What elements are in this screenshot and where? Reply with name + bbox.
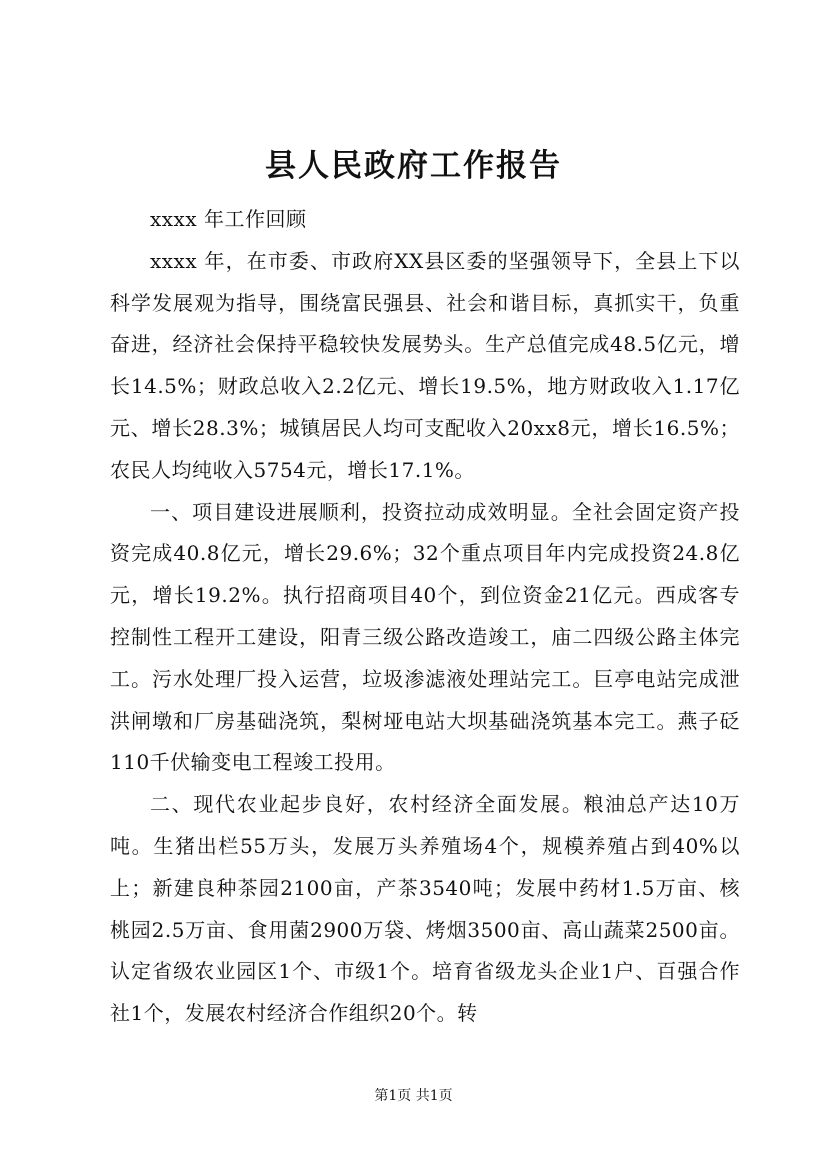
document-title: 县人民政府工作报告 — [265, 148, 562, 184]
document-body — [110, 199, 740, 1035]
paragraph-summary: xxxx 年，在市委、市政府XX县区委的坚强领导下，全县上下以科学发展观为指导，围绕富民强县、社会和谐目标，真抓实干，负重奋进，经济社会保持平稳较快发展势头。生产总值完成48.5亿元，增长14.5%；财政总收入2.2亿元、增长19.5%，地方财政收入1.17亿元、增长28.3%；城镇居民人均可支配收入20xx8元，增长16.5%；农民人均纯收入5754元，增长17.1%。 — [110, 248, 740, 482]
page-number-footer: 第1页 共1页 — [374, 1088, 453, 1104]
paragraph-project-construction: 一、项目建设进展顺利，投资拉动成效明显。全社会固定资产投资完成40.8亿元，增长29.6%；32个重点项目年内完成投资24.8亿元，增长19.2%。执行招商项目40个，到位资金21亿元。西成客专控制性工程开工建设，阳青三级公路改造竣工，庙二四级公路主体完工。污水处理厂投入运营，垃圾渗滤液处理站完工。巨亭电站完成泄洪闸墩和厂房基础浇筑，梨树垭电站大坝基础浇筑基本完工。燕子砭110千伏输变电工程竣工投用。 — [110, 499, 740, 775]
paragraph-section-heading: xxxx 年工作回顾 — [150, 207, 307, 231]
paragraph-agriculture: 二、现代农业起步良好，农村经济全面发展。粮油总产达10万吨。生猪出栏55万头，发展万头养殖场4个，规模养殖占到40%以上；新建良种茶园2100亩，产茶3540吨；发展中药材1.5万亩、核桃园2.5万亩、食用菌2900万袋、烤烟3500亩、高山蔬菜2500亩。认定省级农业园区1个、市级1个。培育省级龙头企业1户、百强合作社1个，发展农村经济合作组织20个。转 — [110, 792, 740, 1026]
